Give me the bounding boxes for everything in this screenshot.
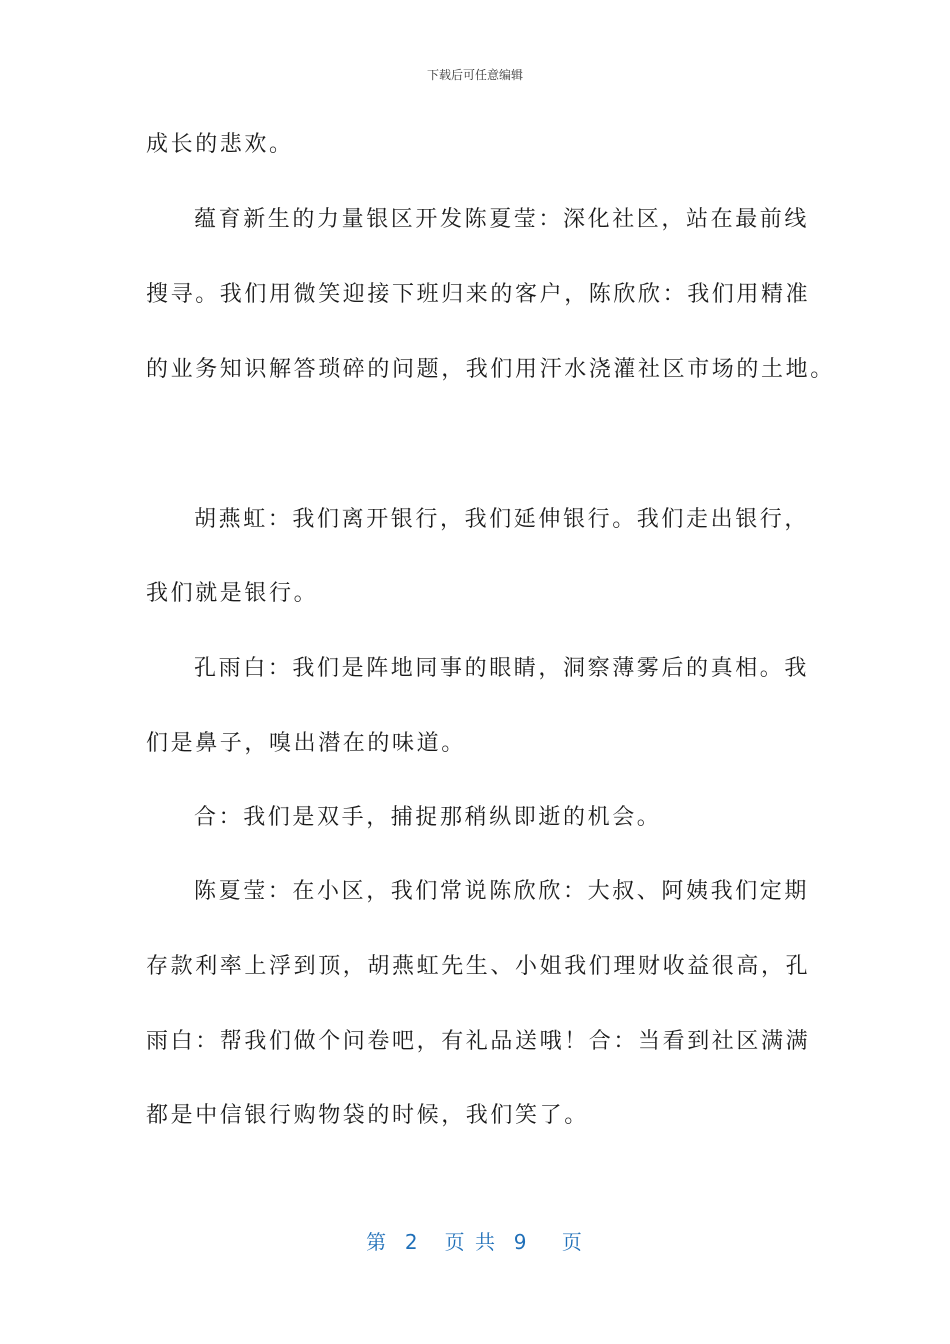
- text-line: 雨白：帮我们做个问卷吧，有礼品送哦！合：当看到社区满满: [146, 1029, 811, 1054]
- text-line: 们是鼻子，嗅出潜在的味道。: [146, 731, 466, 756]
- text-line: 搜寻。我们用微笑迎接下班归来的客户，陈欣欣：我们用精准: [146, 282, 811, 307]
- text-line: 都是中信银行购物袋的时候，我们笑了。: [146, 1103, 589, 1128]
- text-line: 存款利率上浮到顶，胡燕虹先生、小姐我们理财收益很高，孔: [146, 954, 811, 979]
- text-line: 胡燕虹：我们离开银行，我们延伸银行。我们走出银行，: [194, 507, 810, 532]
- header-note: 下载后可任意编辑: [426, 68, 523, 82]
- text-line: 成长的悲欢。: [146, 132, 294, 157]
- text-line: 的业务知识解答琐碎的问题，我们用汗水浇灌社区市场的土地。: [146, 357, 835, 382]
- text-line: 蕴育新生的力量银区开发陈夏莹：深化社区，站在最前线: [194, 207, 810, 232]
- text-line: 孔雨白：我们是阵地同事的眼睛，洞察薄雾后的真相。我: [194, 656, 810, 681]
- text-line: 合：我们是双手，捕捉那稍纵即逝的机会。: [194, 805, 662, 830]
- text-line: 陈夏莹：在小区，我们常说陈欣欣：大叔、阿姨我们定期: [194, 879, 810, 904]
- text-line: 我们就是银行。: [146, 581, 319, 606]
- page-number-footer: [0, 1226, 950, 1255]
- page-number-label: 第 2 页 共 9 页: [366, 1230, 584, 1254]
